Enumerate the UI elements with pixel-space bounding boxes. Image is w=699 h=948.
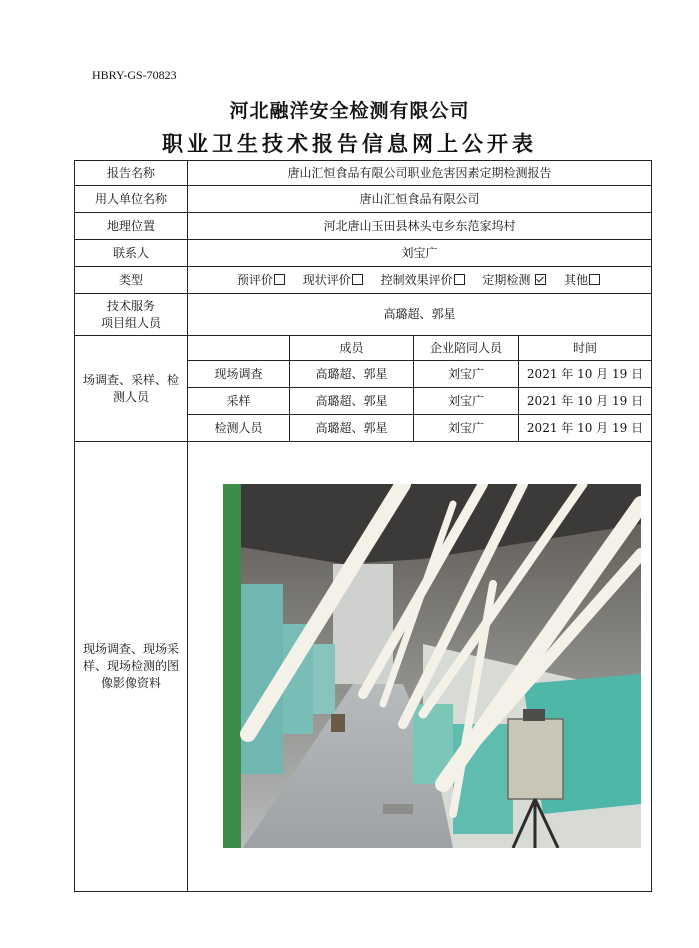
row-employer	[75, 186, 652, 213]
location-value: 河北唐山玉田县林头屯乡东范家坞村	[188, 213, 652, 240]
type-label: 类型	[75, 267, 188, 294]
personnel-date: 2021 年 10 月 19 日	[519, 388, 652, 415]
document-code: HBRY-GS-70823	[92, 68, 177, 82]
images-label: 现场调查、现场采样、现场检测的图像影像资料	[75, 442, 188, 892]
personnel-header-members: 成员	[290, 336, 414, 361]
site-photo	[223, 484, 641, 848]
row-report-name	[75, 161, 652, 186]
personnel-activity: 现场调查	[188, 361, 290, 388]
personnel-date: 2021 年 10 月 19 日	[519, 415, 652, 442]
personnel-header-row	[75, 336, 652, 361]
type-option-other[interactable]: 其他	[564, 273, 602, 287]
team-label: 技术服务 项目组人员	[75, 294, 188, 336]
personnel-header-escort: 企业陪同人员	[414, 336, 519, 361]
row-contact	[75, 240, 652, 267]
row-location	[75, 213, 652, 240]
report-name-value: 唐山汇恒食品有限公司职业危害因素定期检测报告	[188, 161, 652, 186]
personnel-label: 场调查、采样、检测人员	[75, 336, 188, 442]
type-option-status-evaluation[interactable]: 现状评价	[303, 273, 365, 287]
row-type	[75, 267, 652, 294]
team-value: 高璐超、郭星	[188, 294, 652, 336]
personnel-escort: 刘宝广	[414, 415, 519, 442]
personnel-activity: 检测人员	[188, 415, 290, 442]
contact-label: 联系人	[75, 240, 188, 267]
personnel-members: 高璐超、郭星	[290, 361, 414, 388]
row-team	[75, 294, 652, 336]
checkbox-icon[interactable]	[274, 274, 285, 285]
form-title: 职业卫生技术报告信息网上公开表	[162, 131, 537, 156]
checkbox-icon[interactable]	[589, 274, 600, 285]
type-option-periodic-testing[interactable]: 定期检测	[482, 273, 548, 287]
checked-checkbox-icon[interactable]	[535, 274, 546, 285]
personnel-escort: 刘宝广	[414, 361, 519, 388]
personnel-header-time: 时间	[519, 336, 652, 361]
contact-value: 刘宝广	[188, 240, 652, 267]
type-options	[188, 267, 652, 294]
personnel-date: 2021 年 10 月 19 日	[519, 361, 652, 388]
employer-value: 唐山汇恒食品有限公司	[188, 186, 652, 213]
personnel-members: 高璐超、郭星	[290, 388, 414, 415]
personnel-activity: 采样	[188, 388, 290, 415]
employer-label: 用人单位名称	[75, 186, 188, 213]
checkbox-icon[interactable]	[352, 274, 363, 285]
location-label: 地理位置	[75, 213, 188, 240]
organization-name: 河北融洋安全检测有限公司	[229, 100, 470, 122]
report-name-label: 报告名称	[75, 161, 188, 186]
checkbox-icon[interactable]	[454, 274, 465, 285]
type-option-control-effect[interactable]: 控制效果评价	[381, 273, 467, 287]
personnel-members: 高璐超、郭星	[290, 415, 414, 442]
personnel-escort: 刘宝广	[414, 388, 519, 415]
personnel-header-blank	[188, 336, 290, 361]
type-option-pre-evaluation[interactable]: 预评价	[237, 273, 287, 287]
